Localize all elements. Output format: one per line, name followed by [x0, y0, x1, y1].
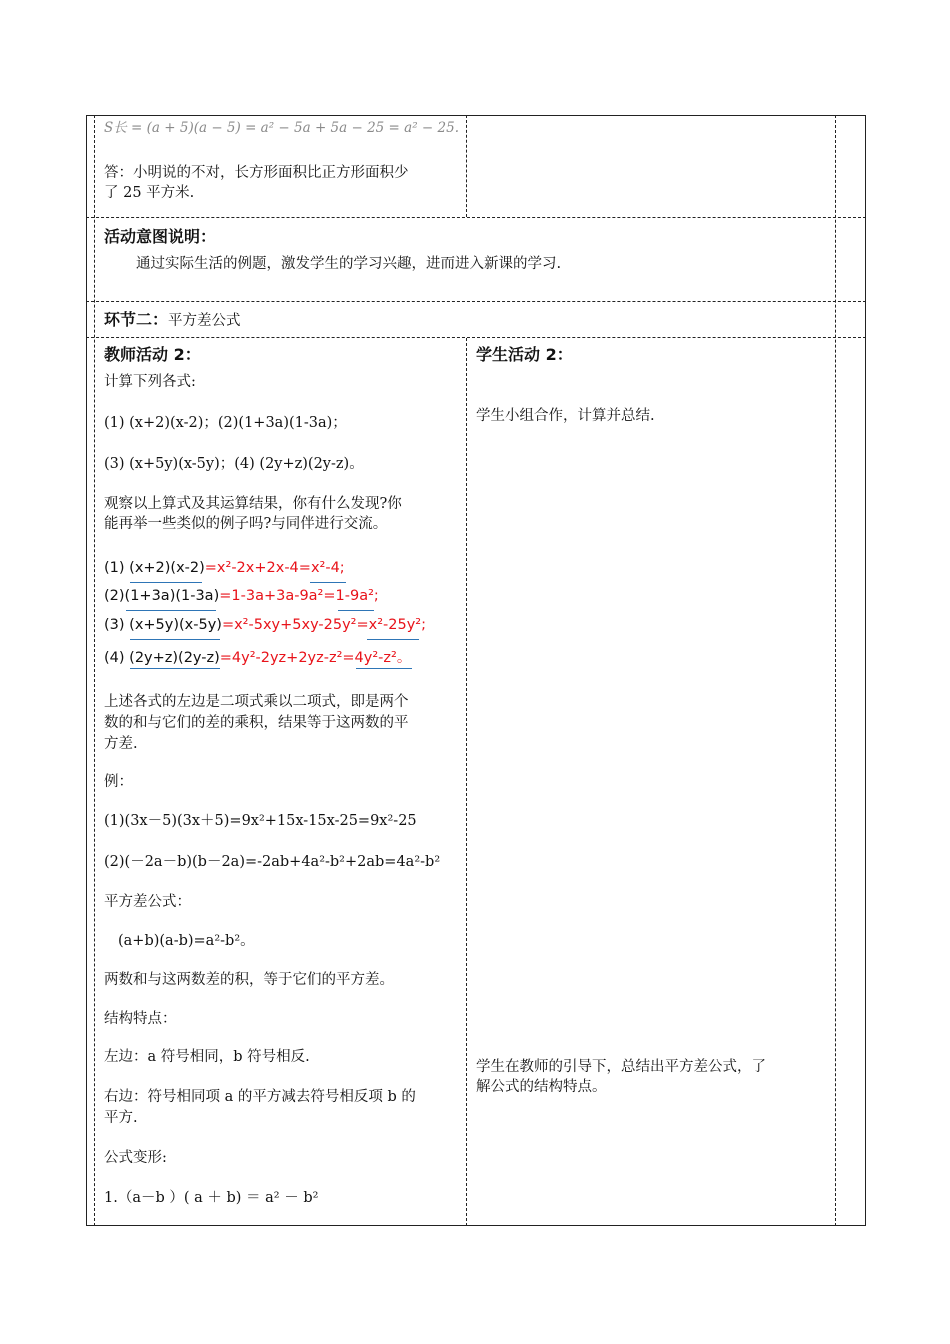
left-side-feature: 左边：a 符号相同，b 符号相反. — [104, 1049, 310, 1065]
teacher-activity-heading: 教师活动 2： — [104, 345, 201, 364]
summary-line-2: 数的和与它们的差的乘积，结果等于这两数的平 — [104, 715, 409, 731]
work-row-4 — [104, 646, 411, 667]
underline-result-2 — [338, 610, 374, 611]
table-border-left — [86, 115, 87, 1226]
summary-line-1: 上述各式的左边是二项式乘以二项式，即是两个 — [104, 694, 409, 710]
underline-result-3 — [367, 639, 419, 640]
structure-label: 结构特点： — [104, 1011, 177, 1027]
right-side-feature-line-1: 右边：符号相同项 a 的平方减去符号相反项 b 的 — [104, 1089, 416, 1105]
underline-lhs-1 — [130, 582, 202, 583]
underline-result-1 — [310, 582, 346, 583]
intent-heading: 活动意图说明： — [104, 227, 217, 246]
student-activity-1: 学生小组合作，计算并总结. — [476, 408, 655, 424]
work-expansion: =4y²-2yz+2yz-z²= — [219, 650, 355, 666]
difference-of-squares-formula: (a+b)(a-b)=a²-b²。 — [118, 933, 255, 949]
right-side-feature-line-2: 平方. — [104, 1110, 138, 1126]
underline-result-4 — [356, 668, 412, 669]
variant-formula-1: 1.（a－b ）( a ＋ b) ＝ a² － b² — [104, 1190, 319, 1206]
underline-lhs-3 — [130, 639, 220, 640]
student-activity-2-line-2: 解公式的结构特点。 — [476, 1079, 607, 1095]
work-lhs: (1+3a)(1-3a) — [124, 588, 220, 604]
work-lhs: (2y+z)(2y-z) — [129, 650, 220, 666]
work-number: (4) — [104, 650, 130, 666]
row-divider-1 — [86, 217, 866, 218]
cell-border-inner-right — [835, 115, 836, 1226]
column-divider-main — [466, 338, 467, 1226]
work-expansion: =x²-2x+2x-4= — [204, 560, 311, 576]
area-formula: S长 = (a + 5)(a − 5) = a² − 5a + 5a − 25 = a² − 25. — [104, 120, 459, 136]
formula-description: 两数和与这两数差的积，等于它们的平方差。 — [104, 972, 394, 988]
intent-text: 通过实际生活的例题，激发学生的学习兴趣，进而进入新课的学习. — [136, 256, 562, 272]
work-lhs: (x+2)(x-2) — [129, 560, 205, 576]
underline-lhs-2 — [126, 610, 216, 611]
formula-label: 平方差公式： — [104, 894, 191, 910]
example-2: (2)(－2a－b)(b－2a)=-2ab+4a²-b²+2ab=4a²-b² — [104, 854, 441, 870]
work-result: 1-9a²; — [335, 588, 379, 604]
question-line-1: (1) (x+2)(x-2)；(2)(1+3a)(1-3a)； — [104, 415, 347, 431]
student-activity-heading: 学生活动 2： — [476, 345, 573, 364]
work-lhs: (x+5y)(x-5y) — [129, 617, 222, 633]
section-two-header — [104, 307, 241, 331]
work-result: x²-25y²; — [368, 617, 426, 633]
teacher-intro: 计算下列各式: — [104, 374, 196, 390]
variant-label: 公式变形: — [104, 1150, 167, 1166]
cell-border-inner-left — [94, 115, 95, 1226]
work-result: 4y²-z²。 — [354, 650, 412, 666]
work-row-2 — [104, 588, 379, 604]
work-expansion: =1-3a+3a-9a²= — [219, 588, 336, 604]
work-row-1 — [104, 560, 345, 576]
work-result: x²-4; — [310, 560, 345, 576]
observe-line-2: 能再举一些类似的例子吗?与同伴进行交流。 — [104, 516, 388, 532]
question-line-2: (3) (x+5y)(x-5y)；(4) (2y+z)(2y-z)。 — [104, 456, 364, 472]
example-label: 例： — [104, 774, 133, 790]
student-activity-2-line-1: 学生在教师的引导下，总结出平方差公式，了 — [476, 1059, 766, 1075]
section-two-label: 环节二： — [104, 310, 169, 329]
table-border-bottom — [86, 1225, 866, 1226]
row-divider-2 — [86, 301, 866, 302]
row-divider-3 — [86, 337, 866, 338]
work-row-3 — [104, 617, 426, 633]
section-two-title: 平方差公式 — [168, 313, 241, 329]
table-border-right — [865, 115, 866, 1226]
work-number: (3) — [104, 617, 130, 633]
table-border-top — [86, 115, 866, 116]
underline-lhs-4 — [130, 668, 220, 669]
work-number: (1) — [104, 560, 130, 576]
observe-line-1: 观察以上算式及其运算结果，你有什么发现?你 — [104, 496, 402, 512]
answer-line-1: 答：小明说的不对，长方形面积比正方形面积少 — [104, 165, 409, 181]
work-number: (2) — [104, 588, 125, 604]
answer-line-2: 了 25 平方米. — [104, 185, 195, 201]
column-divider-top — [466, 115, 467, 217]
example-1: (1)(3x－5)(3x＋5)=9x²+15x-15x-25=9x²-25 — [104, 813, 417, 829]
work-expansion: =x²-5xy+5xy-25y²= — [221, 617, 369, 633]
summary-line-3: 方差. — [104, 736, 138, 752]
